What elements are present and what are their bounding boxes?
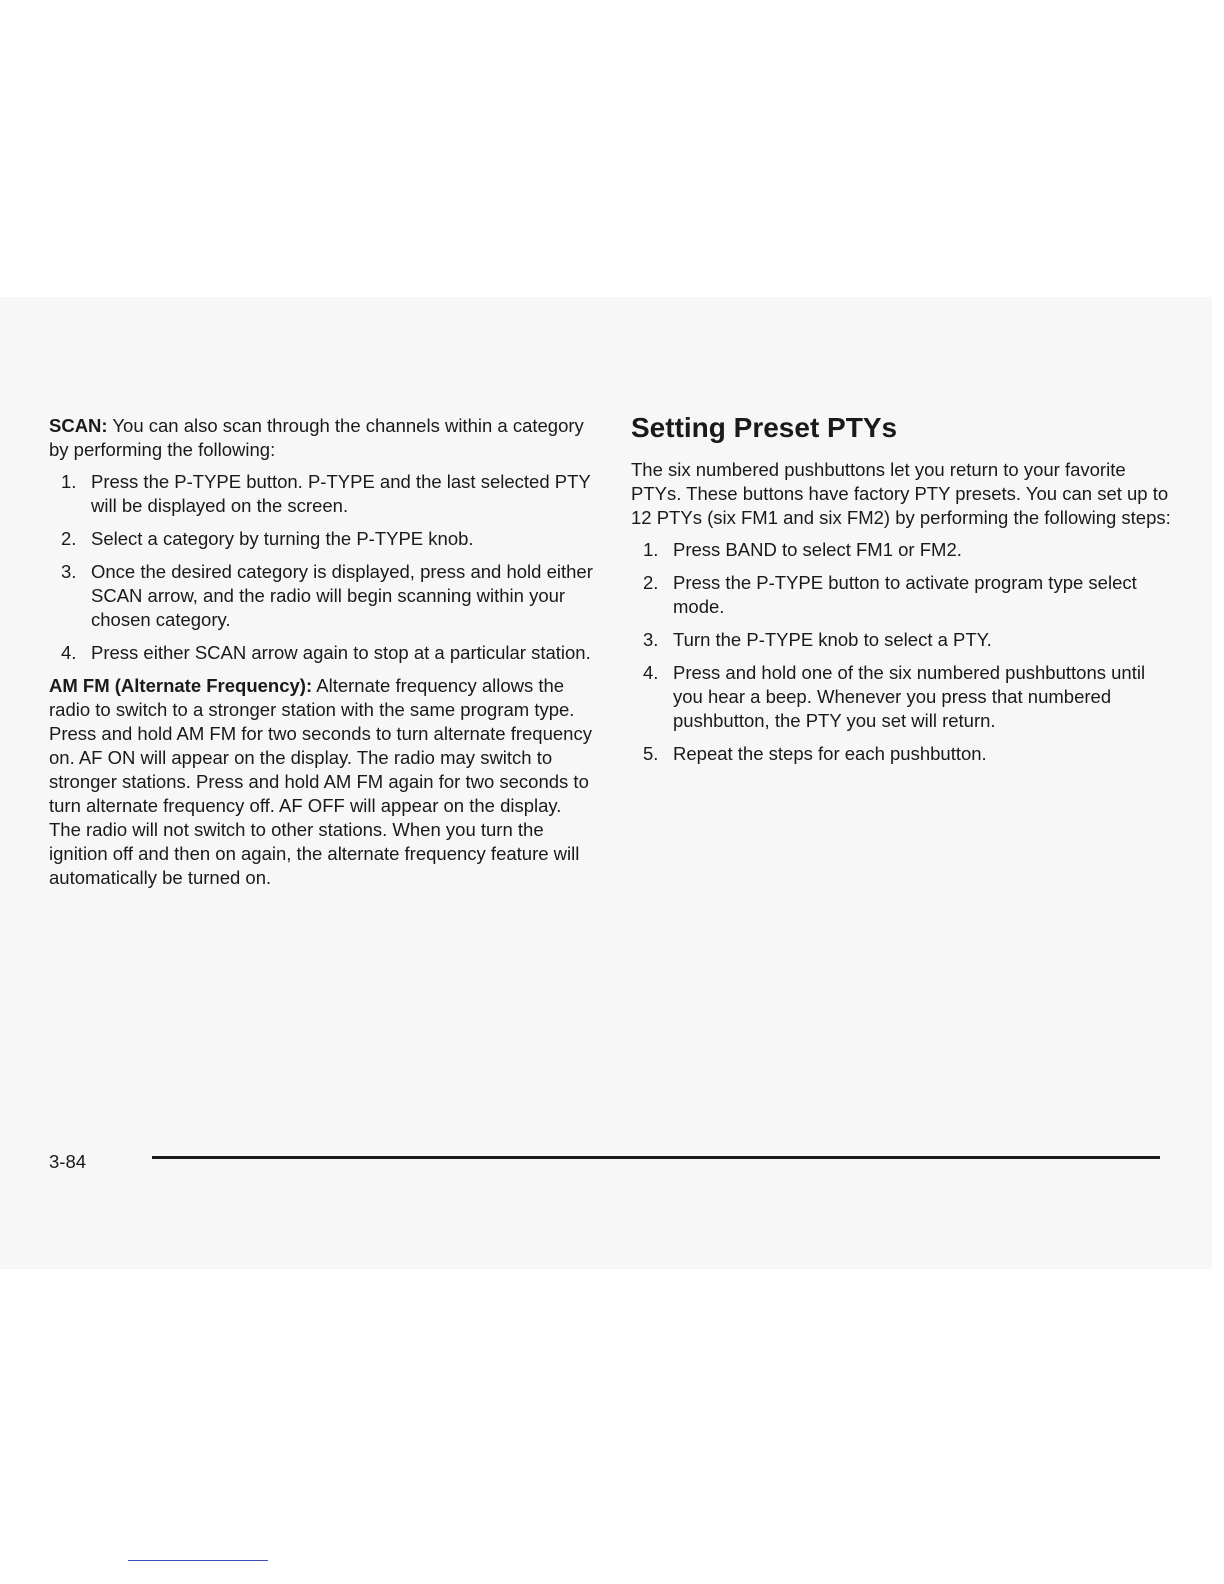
intro-paragraph: The six numbered pushbuttons let you return to your favorite PTYs. These buttons have factory PTY presets. You can set up to 12 PTYs (six FM1 and six FM2) by performing the following steps: (631, 459, 1171, 528)
preset-steps-list (631, 538, 1176, 766)
step-number: 1. (61, 471, 77, 492)
left-column (49, 414, 594, 890)
list-item (49, 560, 594, 632)
list-item (631, 571, 1176, 619)
step-number: 4. (643, 662, 659, 683)
list-item (631, 661, 1176, 733)
list-item (49, 641, 594, 665)
step-text: Press the P-TYPE button to activate program type select mode. (673, 572, 1137, 617)
step-text: Once the desired category is displayed, press and hold either SCAN arrow, and the radio will begin scanning within your chosen category. (91, 561, 593, 630)
step-text: Turn the P-TYPE knob to select a PTY. (673, 629, 992, 650)
right-column (631, 410, 1176, 775)
step-text: Press the P-TYPE button. P-TYPE and the last selected PTY will be displayed on the screen. (91, 471, 591, 516)
step-number: 2. (61, 528, 77, 549)
scan-lead: SCAN: (49, 415, 108, 436)
list-item (49, 470, 594, 518)
page-number: 3-84 (49, 1151, 87, 1172)
list-item (631, 742, 1176, 766)
step-number: 2. (643, 572, 659, 593)
section-heading: Setting Preset PTYs (631, 412, 898, 443)
amfm-text: Alternate frequency allows the radio to switch to a stronger station with the same program type. Press and hold AM FM for two seconds to turn alternate frequency on. AF ON will appear on the display. The radio may switch to stronger stations. Press and hold AM FM again for two seconds to turn alternate frequency off. AF OFF will appear on the display. The radio will not switch to other stations. When you turn the ignition off and then on again, the alternate frequency feature will automatically be turned on. (49, 675, 592, 888)
step-number: 1. (643, 539, 659, 560)
amfm-lead: AM FM (Alternate Frequency): (49, 675, 313, 696)
step-number: 3. (61, 561, 77, 582)
step-text: Press and hold one of the six numbered pushbuttons until you hear a beep. Whenever you press that numbered pushbutton, the PTY you set will return. (673, 662, 1146, 731)
footer-rule (152, 1156, 1160, 1159)
list-item (49, 527, 594, 551)
amfm-paragraph (49, 674, 594, 890)
list-item (631, 538, 1176, 562)
scan-text: You can also scan through the channels within a category by performing the following: (49, 415, 584, 460)
step-number: 3. (643, 629, 659, 650)
step-text: Repeat the steps for each pushbutton. (673, 743, 987, 764)
link-underline (128, 1560, 268, 1561)
step-text: Select a category by turning the P-TYPE knob. (91, 528, 474, 549)
step-text: Press BAND to select FM1 or FM2. (673, 539, 962, 560)
scan-steps-list (49, 470, 594, 665)
list-item (631, 628, 1176, 652)
step-number: 4. (61, 642, 77, 663)
scan-paragraph (49, 414, 594, 462)
step-text: Press either SCAN arrow again to stop at a particular station. (91, 642, 591, 663)
step-number: 5. (643, 743, 659, 764)
